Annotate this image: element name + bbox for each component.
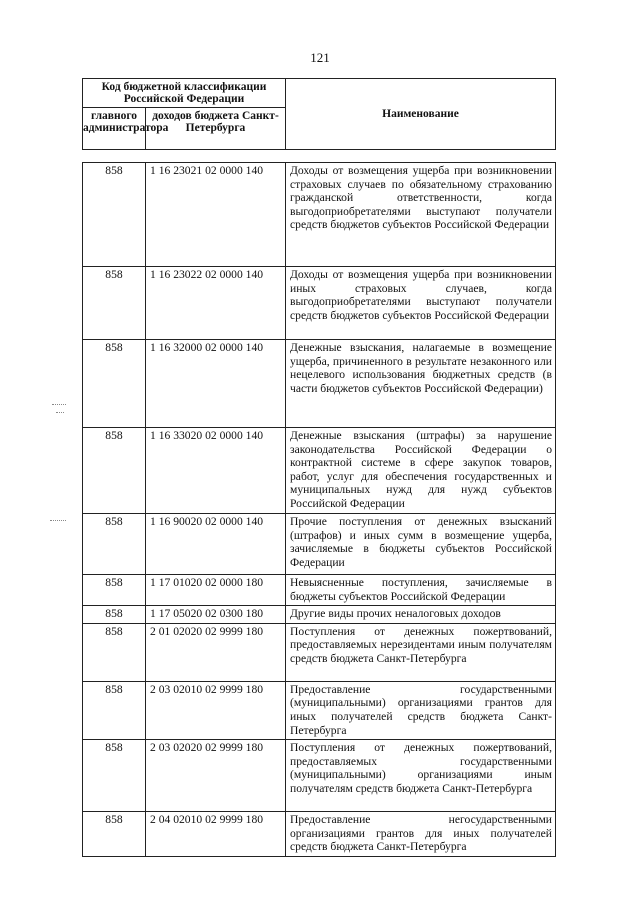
item-name: Денежные взыскания (штрафы) за нарушение законодательства Российской Федерации о контрактной системе в сфере закупок товаров, работ, услуг для обеспечения государственных и муниципальных нужд для нужд субъектов Российской Федерации [286, 428, 556, 514]
admin-code: 858 [83, 575, 146, 606]
table-row [83, 606, 556, 624]
classification-table [82, 162, 556, 857]
header-name: Наименование [286, 79, 556, 150]
header-group-title: Код бюджетной классификации Российской Федерации [83, 79, 286, 108]
budget-code: 2 04 02010 02 9999 180 [146, 812, 286, 857]
admin-code: 858 [83, 740, 146, 812]
table-row [83, 681, 556, 739]
scan-artifact [56, 412, 64, 413]
item-name: Поступления от денежных пожертвований, предоставляемых государственными (муниципальными) организациями иным получателям средств бюджета Санкт-Петербурга [286, 740, 556, 812]
budget-code: 1 16 23022 02 0000 140 [146, 267, 286, 340]
admin-code: 858 [83, 267, 146, 340]
item-name: Поступления от денежных пожертвований, предоставляемых нерезидентами иным получателям средств бюджета Санкт-Петербурга [286, 623, 556, 681]
admin-code: 858 [83, 623, 146, 681]
admin-code: 858 [83, 340, 146, 428]
item-name: Денежные взыскания, налагаемые в возмещение ущерба, причиненного в результате незаконного или нецелевого использования бюджетных средств (в части бюджетов субъектов Российской Федерации) [286, 340, 556, 428]
admin-code: 858 [83, 163, 146, 267]
budget-code: 1 17 01020 02 0000 180 [146, 575, 286, 606]
item-name: Доходы от возмещения ущерба при возникновении иных страховых случаев, когда выгодоприобретателями выступают получатели средств бюджетов субъектов Российской Федерации [286, 267, 556, 340]
item-name: Предоставление государственными (муниципальными) организациями грантов для иных получателей средств бюджета Санкт-Петербурга [286, 681, 556, 739]
table-row [83, 575, 556, 606]
table-row [83, 428, 556, 514]
table-row [83, 163, 556, 267]
table-header [82, 78, 556, 150]
budget-code: 1 16 23021 02 0000 140 [146, 163, 286, 267]
budget-code: 2 03 02020 02 9999 180 [146, 740, 286, 812]
scan-artifact [50, 520, 66, 521]
scan-artifact [52, 404, 66, 405]
table-row [83, 267, 556, 340]
admin-code: 858 [83, 514, 146, 575]
budget-code: 1 17 05020 02 0300 180 [146, 606, 286, 624]
admin-code: 858 [83, 812, 146, 857]
budget-code: 1 16 33020 02 0000 140 [146, 428, 286, 514]
table-row [83, 623, 556, 681]
admin-code: 858 [83, 606, 146, 624]
item-name: Невыясненные поступления, зачисляемые в бюджеты субъектов Российской Федерации [286, 575, 556, 606]
budget-code: 2 01 02020 02 9999 180 [146, 623, 286, 681]
page-number: 121 [310, 50, 330, 65]
admin-code: 858 [83, 428, 146, 514]
table-row [83, 514, 556, 575]
item-name: Доходы от возмещения ущерба при возникновении страховых случаев по обязательному страхованию гражданской ответственности, когда выгодоприобретателями выступают получатели средств бюджетов субъектов Российской Федерации [286, 163, 556, 267]
header-income: доходов бюджета Санкт-Петербурга [146, 108, 286, 150]
item-name: Другие виды прочих неналоговых доходов [286, 606, 556, 624]
budget-code: 1 16 90020 02 0000 140 [146, 514, 286, 575]
item-name: Прочие поступления от денежных взысканий (штрафов) и иных сумм в возмещение ущерба, зачисляемые в бюджеты субъектов Российской Федерации [286, 514, 556, 575]
table-row [83, 340, 556, 428]
header-admin: главного администратора [83, 108, 146, 150]
item-name: Предоставление негосударственными организациями грантов для иных получателей средств бюджета Санкт-Петербурга [286, 812, 556, 857]
table-row [83, 812, 556, 857]
admin-code: 858 [83, 681, 146, 739]
table-row [83, 740, 556, 812]
budget-code: 1 16 32000 02 0000 140 [146, 340, 286, 428]
budget-code: 2 03 02010 02 9999 180 [146, 681, 286, 739]
